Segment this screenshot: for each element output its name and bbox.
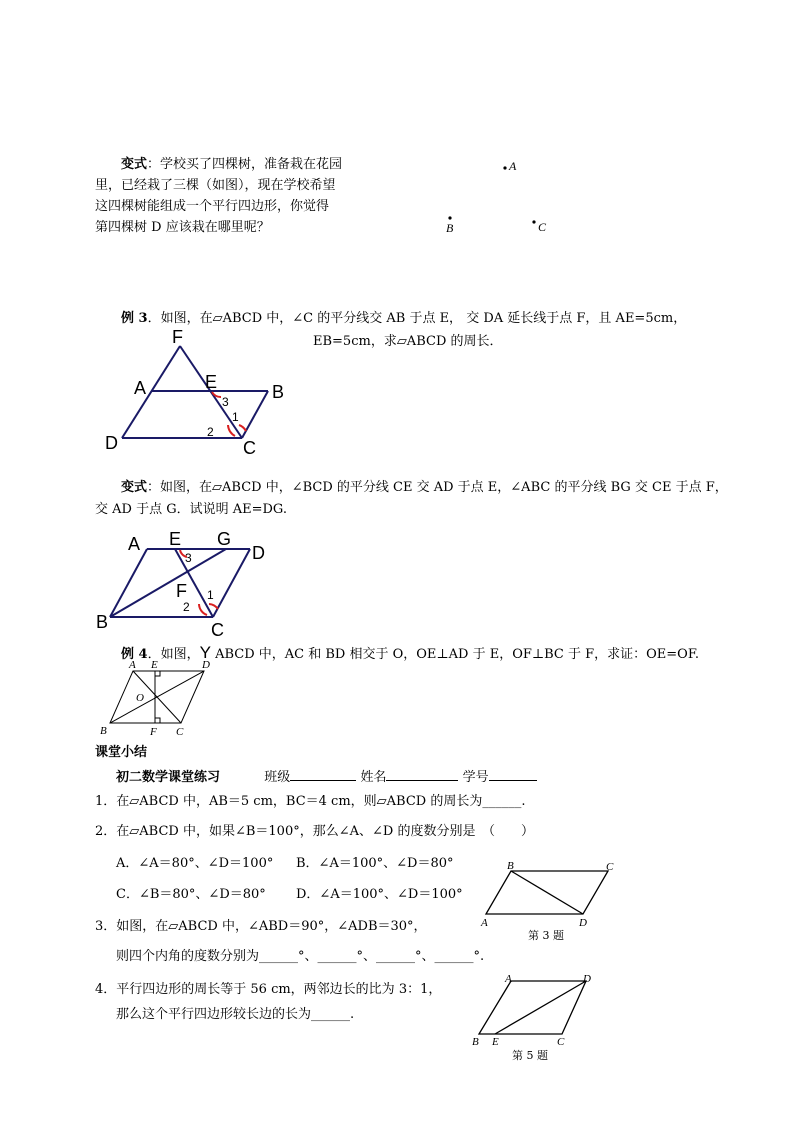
label-a: A bbox=[505, 973, 512, 985]
practice-title: 初二数学课堂练习 bbox=[116, 770, 221, 785]
label-d: D bbox=[252, 543, 265, 563]
label-a: A bbox=[129, 659, 136, 671]
variant2-label: 变式 bbox=[121, 480, 148, 495]
label-e: E bbox=[492, 1036, 499, 1048]
example4-label: 例 4 bbox=[121, 647, 148, 662]
label-b: B bbox=[100, 725, 107, 737]
angle3-label: 3 bbox=[222, 395, 229, 409]
label-c: C bbox=[557, 1036, 565, 1048]
variant2-line-2: 交 AD 于点 G．试说明 AE=DG. bbox=[95, 502, 287, 517]
label-c: C bbox=[176, 726, 184, 738]
question-2-option-c: C．∠B＝80°、∠D＝80° bbox=[116, 887, 266, 902]
caption: 第 5 题 bbox=[512, 1049, 548, 1062]
variant1-line-3: 这四棵树能组成一个平行四边形，你觉得 bbox=[95, 199, 330, 214]
variant1-line-1: ：学校买了四棵树，准备栽在花园 bbox=[147, 157, 343, 172]
question-4-line-1: 4．平行四边形的周长等于 56 cm，两邻边长的比为 3：1， bbox=[95, 982, 442, 997]
point-b-label: B bbox=[446, 221, 454, 235]
label-a: A bbox=[134, 378, 147, 398]
label-c: C bbox=[211, 620, 224, 640]
question-3-line-1: 3．如图，在▱ABCD 中，∠ABD＝90°，∠ADB＝30°， bbox=[95, 919, 427, 934]
question-3-line-2: 则四个内角的度数分别为______°、______°、______°、______°. bbox=[116, 949, 485, 964]
parallelogram-symbol: Y bbox=[199, 643, 211, 662]
label-b: B bbox=[272, 382, 285, 402]
caption: 第 3 题 bbox=[528, 929, 564, 942]
name-label: 姓名 bbox=[360, 770, 387, 785]
label-f: F bbox=[172, 327, 183, 347]
variant2-line-1: 变式：如图，在▱ABCD 中，∠BCD 的平分线 CE 交 AD 于点 E，∠ABC 的平分线 BG 交 CE 于点 F， bbox=[121, 480, 728, 495]
example3-line-1: 例 3．如图，在▱ABCD 中，∠C 的平分线交 AB 于点 E， 交 DA 延长线于点 F，且 AE=5cm， bbox=[121, 311, 687, 326]
id-label: 学号 bbox=[462, 770, 489, 785]
question-4-line-2: 那么这个平行四边形较长边的长为______. bbox=[116, 1007, 355, 1022]
point-c-label: C bbox=[538, 220, 547, 234]
parallelogram bbox=[479, 981, 586, 1034]
question-1: 1．在▱ABCD 中，AB＝5 cm，BC＝4 cm，则▱ABCD 的周长为______. bbox=[95, 794, 526, 809]
class-label: 班级 bbox=[264, 770, 291, 785]
question-2-option-a: A．∠A＝80°、∠D＝100° bbox=[116, 856, 274, 871]
angle3-label: 3 bbox=[185, 551, 192, 565]
label-o: O bbox=[136, 692, 144, 704]
angle1-label: 1 bbox=[207, 588, 214, 602]
point-a-label: A bbox=[509, 159, 517, 173]
label-e: E bbox=[205, 372, 218, 392]
angle1-label: 1 bbox=[232, 410, 239, 424]
label-f: F bbox=[150, 726, 157, 738]
summary-title: 课堂小结 bbox=[95, 745, 148, 760]
label-c: C bbox=[606, 861, 614, 873]
label-g: G bbox=[217, 529, 232, 549]
variant1-line-2: 里，已经栽了三棵（如图），现在学校希望 bbox=[95, 178, 336, 193]
angle2-label: 2 bbox=[183, 600, 190, 614]
label-e: E bbox=[169, 529, 182, 549]
label-a: A bbox=[128, 534, 141, 554]
variant1-label: 变式 bbox=[121, 157, 148, 172]
label-d: D bbox=[105, 433, 118, 453]
line-de bbox=[495, 981, 586, 1034]
label-d: D bbox=[202, 659, 210, 671]
example3-line-2: EB=5cm，求▱ABCD 的周长． bbox=[313, 334, 503, 349]
label-b: B bbox=[96, 612, 109, 632]
angle2-label: 2 bbox=[207, 425, 214, 439]
label-f: F bbox=[176, 581, 187, 601]
example4-line: 例 4．如图，Y ABCD 中，AC 和 BD 相交于 O，OE⊥AD 于 E，OF⊥BC 于 F，求证：OE=OF. bbox=[121, 643, 699, 662]
question-2: 2．在▱ABCD 中，如果∠B＝100°，那么∠A、∠D 的度数分别是 （ ） bbox=[95, 824, 534, 839]
label-b: B bbox=[507, 860, 514, 872]
label-e: E bbox=[151, 659, 158, 671]
label-b: B bbox=[472, 1036, 479, 1048]
question-2-option-d: D．∠A＝100°、∠D＝100° bbox=[296, 887, 463, 902]
label-d: D bbox=[579, 917, 587, 929]
question-2-option-b: B．∠A＝100°、∠D＝80° bbox=[296, 856, 454, 871]
label-a: A bbox=[481, 917, 488, 929]
example3-label: 例 3 bbox=[121, 311, 148, 326]
label-c: C bbox=[243, 438, 256, 458]
variant1-line-4: 第四棵树 D 应该栽在哪里呢？ bbox=[95, 220, 270, 235]
label-d: D bbox=[583, 973, 591, 985]
